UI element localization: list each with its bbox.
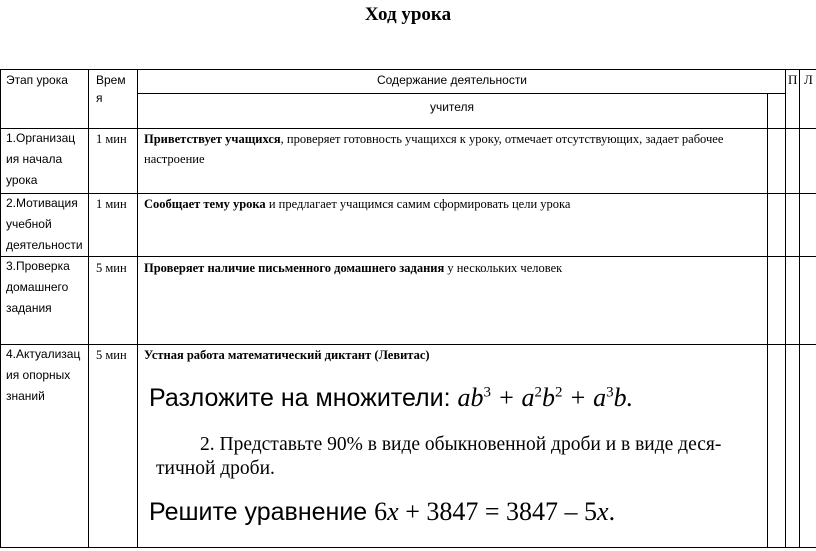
- row3-content-text: у нескольких человек: [444, 261, 563, 275]
- row2-stage: [6, 193, 83, 256]
- row1-stage: [6, 128, 75, 191]
- row2-content-text: и предлагает учащимся самим сформировать цели урока: [265, 197, 571, 211]
- row1-content: [144, 129, 754, 169]
- col-divider-p: [785, 69, 786, 548]
- row2-stage-line1: 2.Мотивация: [6, 196, 78, 210]
- row1-content-bold: Приветствует учащихся: [144, 132, 281, 146]
- row1-stage-line1: 1.Организац: [6, 131, 76, 145]
- row2-content: [144, 194, 754, 214]
- task1-text: Разложите на множители:: [149, 384, 458, 412]
- row4-stage: [6, 344, 80, 407]
- row3-stage: [6, 256, 70, 319]
- row3-content: [144, 258, 754, 278]
- task2-line1: 2. Представьте 90% в виде обыкновенной дроби и в виде деся-: [200, 434, 722, 455]
- row4-stage-line3: знаний: [6, 389, 45, 403]
- row2-time: 1 мин: [96, 197, 127, 211]
- row2-content-bold: Сообщает тему урока: [144, 197, 266, 211]
- task2-fraction: [148, 433, 768, 481]
- task2-line2: тичной дроби.: [156, 458, 275, 479]
- page-title: Ход урока: [364, 4, 452, 25]
- row4-content: [144, 345, 754, 365]
- row1-stage-line2: ия начала: [6, 152, 63, 166]
- row3-stage-line1: 3.Проверка: [6, 259, 70, 273]
- header-time-line2: я: [96, 91, 103, 105]
- row3-stage-line2: домашнего: [6, 280, 69, 294]
- task3-formula: 6x + 3847 = 3847 – 5x.: [374, 497, 616, 526]
- row4-time: 5 мин: [96, 348, 127, 362]
- task3-text: Решите уравнение: [149, 498, 375, 526]
- task3-equation: [149, 497, 615, 527]
- table-border-bottom: [0, 547, 816, 548]
- header-p: П: [788, 72, 798, 87]
- task1-formula: $ab^3 + a^2b^2 + a^3b$.: [457, 383, 634, 412]
- col-divider-time: [137, 69, 138, 548]
- header-time-line1: Врем: [96, 73, 126, 87]
- header-l: Л: [804, 72, 813, 87]
- row1-content-text: , проверяет готовность учащихся к уроку, отмечает отсутствующих, задает рабочее настроение: [144, 132, 724, 166]
- row4-content-bold: Устная работа математический диктант (Левитас): [144, 348, 430, 362]
- col-divider-p-inner: [799, 69, 800, 548]
- row4-stage-line2: ия опорных: [6, 368, 71, 382]
- row3-time: 5 мин: [96, 261, 127, 275]
- row-divider-3: [0, 256, 816, 257]
- row1-stage-line3: урока: [6, 173, 38, 187]
- table-border-left: [0, 69, 1, 548]
- task1-factor: [149, 383, 633, 413]
- row3-stage-line3: задания: [6, 301, 52, 315]
- row2-stage-line3: деятельности: [6, 238, 83, 252]
- row4-stage-line1: 4.Актуализац: [6, 347, 81, 361]
- col-divider-stage: [88, 69, 89, 548]
- header-teacher: учителя: [429, 100, 475, 114]
- row1-time: 1 мин: [96, 132, 127, 146]
- row2-stage-line2: учебной: [6, 217, 52, 231]
- row3-content-bold: Проверяет наличие письменного домашнего задания: [144, 261, 445, 275]
- header-divider: [137, 93, 785, 94]
- header-stage: Этап урока: [6, 73, 68, 87]
- header-content: Содержание деятельности: [376, 73, 528, 87]
